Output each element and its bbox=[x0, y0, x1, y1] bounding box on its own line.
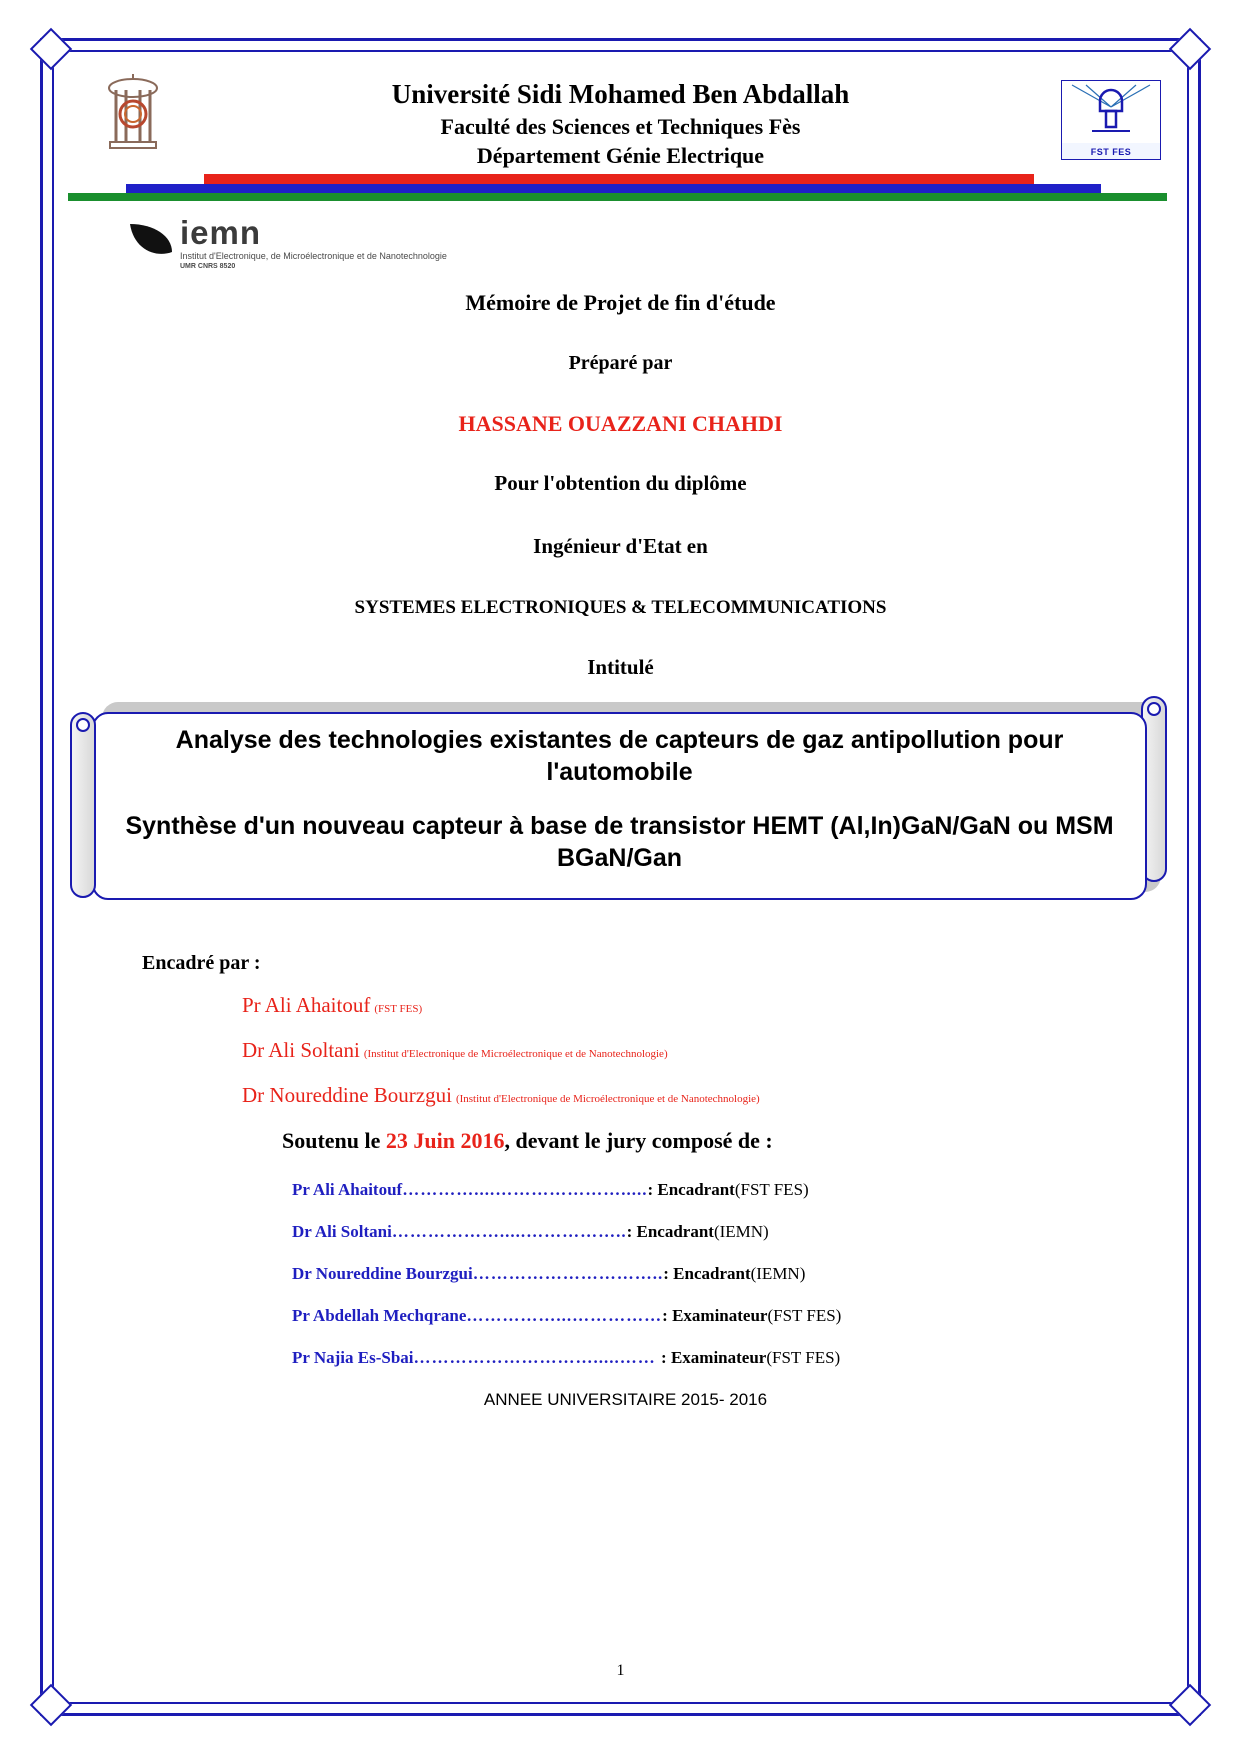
jury-member-org: (FST FES) bbox=[767, 1306, 842, 1325]
memoire-line: Mémoire de Projet de fin d'étude bbox=[465, 290, 776, 315]
jury-member-role: : Encadrant bbox=[626, 1222, 714, 1241]
jury-member-role: : Examinateur bbox=[661, 1348, 767, 1367]
university-name: Université Sidi Mohamed Ben Abdallah bbox=[391, 79, 850, 109]
jury-member-role: : Encadrant bbox=[647, 1180, 735, 1199]
fst-logo-caption: FST FES bbox=[1090, 147, 1132, 157]
faculty-name: Faculté des Sciences et Techniques Fès bbox=[440, 113, 801, 139]
supervisor-affiliation: (Institut d'Electronique de Microélectronique et de Nanotechnologie) bbox=[455, 1093, 760, 1105]
title-text-block bbox=[64, 290, 1177, 680]
degree-purpose-line: Pour l'obtention du diplôme bbox=[494, 471, 747, 495]
jury-member-name: Pr Ali Ahaitouf bbox=[292, 1180, 403, 1199]
defense-date: 23 Juin 2016 bbox=[385, 1128, 505, 1153]
jury-leader-dots: ………………………….....…… bbox=[413, 1348, 662, 1367]
supervision-label: Encadré par : bbox=[142, 952, 261, 974]
thesis-title bbox=[114, 724, 1125, 874]
iemn-name: iemn bbox=[180, 214, 262, 251]
scroll-curl-left-icon bbox=[76, 718, 90, 732]
jury-leader-dots: ………………………….. bbox=[472, 1264, 664, 1283]
defense-suffix: , devant le jury composé de : bbox=[504, 1128, 773, 1153]
table-row bbox=[292, 1264, 1177, 1284]
program-line: SYSTEMES ELECTRONIQUES & TELECOMMUNICATIONS bbox=[354, 597, 887, 618]
jury-leader-dots: ……………...…………… bbox=[466, 1306, 663, 1325]
jury-member-org: (IEMN) bbox=[713, 1222, 769, 1241]
scroll-curl-right-icon bbox=[1147, 702, 1161, 716]
intitule-label: Intitulé bbox=[587, 655, 654, 679]
document-header bbox=[64, 62, 1177, 172]
academic-year: ANNEE UNIVERSITAIRE 2015- 2016 bbox=[483, 1390, 768, 1409]
jury-list bbox=[292, 1180, 1177, 1368]
table-row bbox=[292, 1222, 1177, 1242]
scroll-roll-left bbox=[70, 712, 96, 898]
supervisor-affiliation: (Institut d'Electronique de Microélectronique et de Nanotechnologie) bbox=[363, 1048, 668, 1060]
supervisor-name: Dr Ali Soltani bbox=[242, 1038, 360, 1062]
fst-fes-logo bbox=[1061, 80, 1161, 160]
list-item bbox=[242, 1083, 1177, 1108]
tricolor-rule bbox=[64, 174, 1177, 200]
department-name: Département Génie Electrique bbox=[476, 143, 765, 169]
author-name: HASSANE OUAZZANI CHAHDI bbox=[458, 411, 783, 436]
supervisor-list bbox=[242, 993, 1177, 1108]
table-row bbox=[292, 1306, 1177, 1326]
iemn-mark-icon bbox=[126, 218, 176, 262]
jury-member-name: Pr Abdellah Mechqrane bbox=[292, 1306, 467, 1325]
jury-member-name: Pr Najia Es-Sbai bbox=[292, 1348, 414, 1367]
university-seal-logo bbox=[92, 74, 174, 160]
rule-blue bbox=[126, 184, 1101, 193]
jury-member-role: : Examinateur bbox=[662, 1306, 768, 1325]
jury-member-org: (FST FES) bbox=[766, 1348, 841, 1367]
iemn-unit: UMR CNRS 8520 bbox=[180, 263, 236, 270]
list-item bbox=[242, 993, 1177, 1018]
page-number: 1 bbox=[616, 1662, 625, 1679]
supervisor-affiliation: (FST FES) bbox=[374, 1003, 423, 1015]
page-content bbox=[64, 62, 1177, 1692]
jury-leader-dots: …………....…………………..... bbox=[402, 1180, 648, 1199]
supervisor-name: Pr Ali Ahaitouf bbox=[242, 993, 371, 1017]
defense-prefix: Soutenu le bbox=[282, 1128, 381, 1153]
rule-red bbox=[204, 174, 1034, 184]
jury-member-role: : Encadrant bbox=[663, 1264, 751, 1283]
thesis-title-scroll bbox=[64, 690, 1177, 910]
thesis-title-line2: Synthèse d'un nouveau capteur à base de transistor HEMT (Al,In)GaN/GaN ou MSM BGaN/Gan bbox=[125, 812, 1114, 872]
iemn-logo bbox=[126, 216, 1177, 278]
defense-line bbox=[282, 1128, 1177, 1154]
iemn-wordmark bbox=[180, 216, 447, 270]
jury-member-org: (IEMN) bbox=[750, 1264, 806, 1283]
jury-leader-dots: ……………….....…………….. bbox=[391, 1222, 627, 1241]
degree-line: Ingénieur d'Etat en bbox=[533, 534, 708, 558]
jury-member-name: Dr Ali Soltani bbox=[292, 1222, 392, 1241]
list-item bbox=[242, 1038, 1177, 1063]
thesis-title-line1: Analyse des technologies existantes de capteurs de gaz antipollution pour l'automobile bbox=[175, 726, 1064, 786]
jury-member-org: (FST FES) bbox=[734, 1180, 809, 1199]
table-row bbox=[292, 1180, 1177, 1200]
table-row bbox=[292, 1348, 1177, 1368]
rule-green bbox=[68, 193, 1167, 201]
prepared-by-label: Préparé par bbox=[568, 352, 673, 374]
jury-member-name: Dr Noureddine Bourzgui bbox=[292, 1264, 473, 1283]
header-title-block bbox=[194, 78, 1047, 171]
iemn-subtitle: Institut d'Electronique, de Microélectronique et de Nanotechnologie bbox=[180, 251, 447, 261]
supervisor-name: Dr Noureddine Bourzgui bbox=[242, 1083, 452, 1107]
